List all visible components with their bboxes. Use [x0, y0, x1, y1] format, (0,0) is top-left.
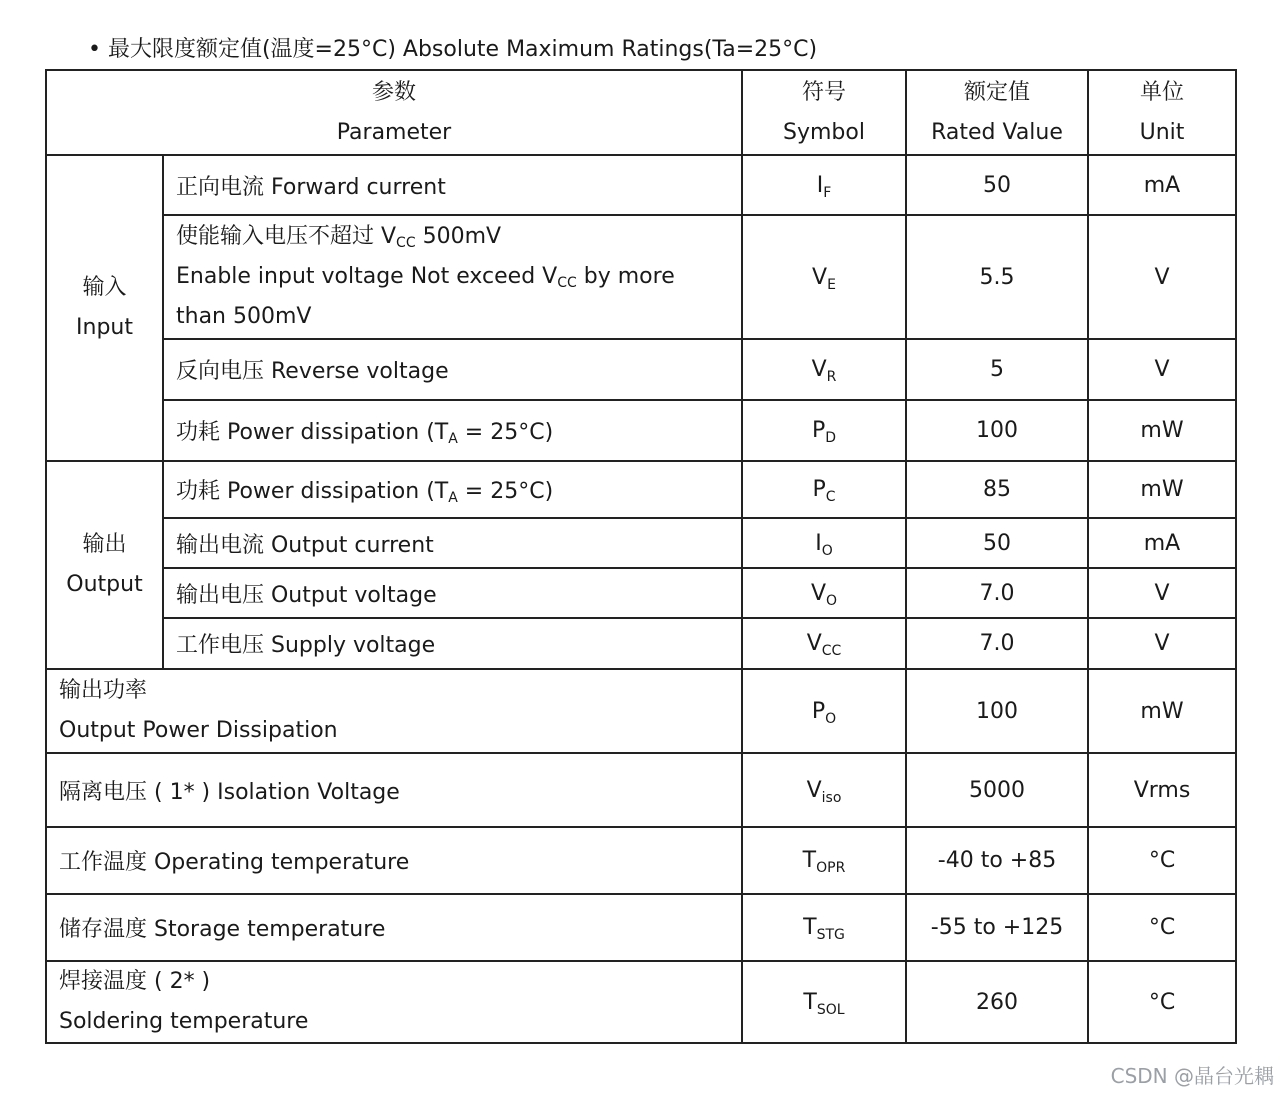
param-output-voltage: 输出电压 Output voltage	[163, 568, 742, 618]
table-row	[46, 961, 1236, 1043]
unit-output-current: mA	[1088, 518, 1236, 568]
table-header-row	[46, 70, 1236, 155]
symbol-sub: D	[825, 430, 837, 446]
symbol-output-power	[742, 669, 906, 753]
symbol-sub: R	[826, 369, 837, 385]
value-supply-voltage: 7.0	[906, 618, 1088, 669]
value-storage-temperature: -55 to +125	[906, 894, 1088, 961]
symbol-reverse-voltage	[742, 339, 906, 400]
symbol-power-dissipation-output	[742, 461, 906, 518]
watermark: CSDN @晶台光耦	[1110, 1064, 1274, 1088]
unit-power-dissipation-input: mW	[1088, 400, 1236, 461]
symbol-main: P	[811, 418, 826, 443]
symbol-output-voltage	[742, 568, 906, 618]
table-row	[46, 155, 1236, 215]
table-row	[46, 215, 1236, 339]
symbol-sub: OPR	[816, 860, 846, 876]
param-reverse-voltage: 反向电压 Reverse voltage	[163, 339, 742, 400]
symbol-sub: CC	[821, 643, 842, 659]
header-unit-en: Unit	[1139, 119, 1185, 145]
symbol-isolation-voltage	[742, 753, 906, 827]
subscript: A	[448, 431, 458, 447]
param-soldering-temperature	[46, 961, 742, 1043]
header-symbol-en: Symbol	[783, 119, 865, 145]
subscript: A	[448, 490, 458, 506]
value-output-power: 100	[906, 669, 1088, 753]
table-row	[46, 568, 1236, 618]
value-forward-current: 50	[906, 155, 1088, 215]
param-soldering-cn: 焊接温度 ( 2* )	[59, 969, 211, 994]
table-row	[46, 461, 1236, 518]
unit-output-power: mW	[1088, 669, 1236, 753]
symbol-main: T	[803, 915, 817, 940]
text: 500mV	[415, 224, 502, 249]
symbol-power-dissipation-input	[742, 400, 906, 461]
param-enable-line2	[176, 257, 729, 297]
unit-operating-temperature: °C	[1088, 827, 1236, 894]
unit-storage-temperature: °C	[1088, 894, 1236, 961]
param-power-dissipation-output	[163, 461, 742, 518]
symbol-main: V	[806, 631, 822, 656]
symbol-sub: O	[825, 710, 837, 727]
text: = 25°C)	[457, 479, 554, 504]
table-row	[46, 827, 1236, 894]
page-title: • 最大限度额定值(温度=25°C) Absolute Maximum Ratings(Ta=25°C)	[88, 37, 818, 62]
header-parameter-cn: 参数	[371, 79, 416, 105]
header-unit	[1088, 70, 1236, 155]
symbol-sub: O	[826, 592, 838, 609]
symbol-main: T	[802, 848, 817, 873]
value-power-dissipation-input: 100	[906, 400, 1088, 461]
symbol-sub: E	[827, 276, 836, 293]
symbol-sub: STG	[816, 927, 845, 943]
unit-supply-voltage: V	[1088, 618, 1236, 669]
param-output-power	[46, 669, 742, 753]
unit-forward-current: mA	[1088, 155, 1236, 215]
table-row	[46, 669, 1236, 753]
symbol-main: T	[803, 989, 817, 1015]
subscript: CC	[557, 275, 577, 291]
text: 功耗 Power dissipation (T	[176, 479, 449, 504]
symbol-soldering-temperature	[742, 961, 906, 1043]
symbol-main: I	[816, 172, 824, 198]
group-input-en: Input	[76, 315, 133, 340]
table-row	[46, 618, 1236, 669]
param-enable-voltage	[163, 215, 742, 339]
unit-soldering-temperature: °C	[1088, 961, 1236, 1043]
param-supply-voltage: 工作电压 Supply voltage	[163, 618, 742, 669]
header-parameter	[46, 70, 742, 155]
param-output-current: 输出电流 Output current	[163, 518, 742, 568]
symbol-main: P	[811, 698, 826, 724]
group-output-cn: 输出	[82, 532, 127, 557]
header-rated-value	[906, 70, 1088, 155]
value-isolation-voltage: 5000	[906, 753, 1088, 827]
param-output-power-en: Output Power Dissipation	[59, 718, 338, 743]
table-row	[46, 518, 1236, 568]
symbol-sub: C	[825, 489, 836, 505]
table-row	[46, 339, 1236, 400]
symbol-sub: O	[821, 542, 833, 559]
text: Enable input voltage Not exceed V	[176, 264, 558, 289]
param-enable-line1	[176, 217, 729, 257]
symbol-main: V	[810, 580, 827, 606]
header-rated-cn: 额定值	[963, 79, 1030, 105]
symbol-enable-voltage	[742, 215, 906, 339]
value-operating-temperature: -40 to +85	[906, 827, 1088, 894]
param-output-power-cn: 输出功率	[59, 678, 148, 703]
param-power-dissipation-input	[163, 400, 742, 461]
value-enable-voltage: 5.5	[906, 215, 1088, 339]
unit-output-voltage: V	[1088, 568, 1236, 618]
header-parameter-en: Parameter	[336, 119, 452, 145]
symbol-main: V	[812, 264, 828, 290]
param-isolation-voltage: 隔离电压 ( 1* ) Isolation Voltage	[46, 753, 742, 827]
subscript: CC	[396, 235, 416, 251]
symbol-output-current	[742, 518, 906, 568]
text: = 25°C)	[457, 420, 554, 445]
value-output-current: 50	[906, 518, 1088, 568]
table-row	[46, 400, 1236, 461]
param-storage-temperature: 储存温度 Storage temperature	[46, 894, 742, 961]
unit-enable-voltage: V	[1088, 215, 1236, 339]
value-reverse-voltage: 5	[906, 339, 1088, 400]
symbol-forward-current	[742, 155, 906, 215]
symbol-supply-voltage	[742, 618, 906, 669]
symbol-operating-temperature	[742, 827, 906, 894]
param-enable-line3: than 500mV	[176, 304, 312, 329]
symbol-sub: SOL	[816, 1001, 845, 1018]
param-soldering-en: Soldering temperature	[59, 1009, 309, 1034]
text: 使能输入电压不超过 V	[176, 224, 397, 249]
header-unit-cn: 单位	[1139, 79, 1184, 105]
symbol-main: V	[806, 777, 822, 803]
header-symbol-cn: 符号	[801, 79, 846, 105]
param-operating-temperature: 工作温度 Operating temperature	[46, 827, 742, 894]
table-row	[46, 894, 1236, 961]
header-rated-en: Rated Value	[931, 119, 1063, 145]
value-power-dissipation-output: 85	[906, 461, 1088, 518]
absolute-max-ratings-table	[45, 69, 1237, 1044]
value-soldering-temperature: 260	[906, 961, 1088, 1043]
header-symbol	[742, 70, 906, 155]
text: 功耗 Power dissipation (T	[176, 420, 449, 445]
symbol-sub: iso	[821, 789, 842, 806]
unit-reverse-voltage: V	[1088, 339, 1236, 400]
group-output	[46, 461, 163, 669]
unit-power-dissipation-output: mW	[1088, 461, 1236, 518]
text: by more	[576, 264, 675, 289]
unit-isolation-voltage: Vrms	[1088, 753, 1236, 827]
symbol-main: P	[812, 477, 826, 502]
symbol-sub: F	[823, 184, 832, 201]
symbol-main: I	[815, 530, 822, 556]
param-forward-current: 正向电流 Forward current	[163, 155, 742, 215]
symbol-storage-temperature	[742, 894, 906, 961]
table-row	[46, 753, 1236, 827]
group-input-cn: 输入	[82, 275, 127, 300]
group-input	[46, 155, 163, 461]
symbol-main: V	[811, 357, 827, 382]
group-output-en: Output	[66, 572, 143, 597]
value-output-voltage: 7.0	[906, 568, 1088, 618]
